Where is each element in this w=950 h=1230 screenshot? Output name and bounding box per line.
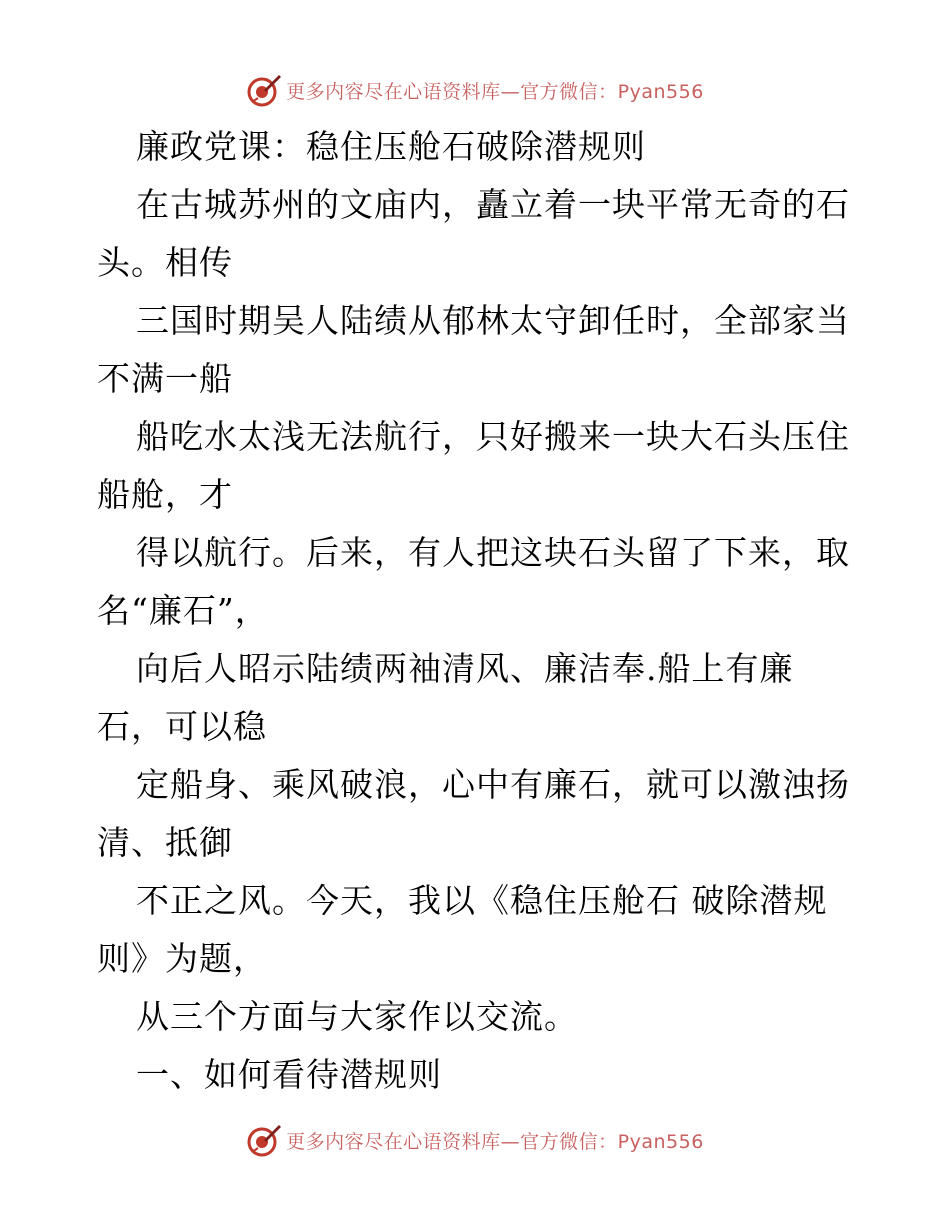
pen-seal-icon <box>246 1122 282 1158</box>
paragraph-line: 船吃水太浅无法航行，只好搬来一块大石头压住 <box>136 417 850 456</box>
paragraph-line: 名“廉石”， <box>97 591 269 630</box>
paragraph-line: 清、抵御 <box>97 823 233 862</box>
paragraph-line: 向后人昭示陆绩两袖清风、廉洁奉.船上有廉 <box>136 649 794 688</box>
paragraph-line: 得以航行。后来，有人把这块石头留了下来，取 <box>136 533 850 572</box>
paragraph-line: 不满一船 <box>97 359 233 398</box>
paragraph-line: 船舱，才 <box>97 475 233 514</box>
paragraph-line: 定船身、乘风破浪，心中有廉石，就可以激浊扬 <box>136 765 850 804</box>
footer-banner <box>0 1120 950 1160</box>
paragraph-line: 则》为题， <box>97 939 267 978</box>
paragraph-line: 三国时期吴人陆绩从郁林太守卸任时，全部家当 <box>136 301 850 340</box>
document-body <box>97 118 857 1104</box>
header-banner-text: 更多内容尽在心语资料库—官方微信：Pyan556 <box>286 80 704 103</box>
header-banner <box>0 70 950 110</box>
document-title: 廉政党课：稳住压舱石破除潜规则 <box>136 127 646 166</box>
pen-seal-icon <box>246 72 282 108</box>
footer-banner-text: 更多内容尽在心语资料库—官方微信：Pyan556 <box>286 1130 704 1153</box>
paragraph-line: 在古城苏州的文庙内，矗立着一块平常无奇的石 <box>136 185 850 224</box>
paragraph-line: 不正之风。今天，我以《稳住压舱石 破除潜规 <box>136 881 828 920</box>
paragraph-line: 石，可以稳 <box>97 707 267 746</box>
paragraph-line: 头。相传 <box>97 243 233 282</box>
paragraph-line: 一、如何看待潜规则 <box>136 1055 442 1094</box>
paragraph-line: 从三个方面与大家作以交流。 <box>136 997 578 1036</box>
